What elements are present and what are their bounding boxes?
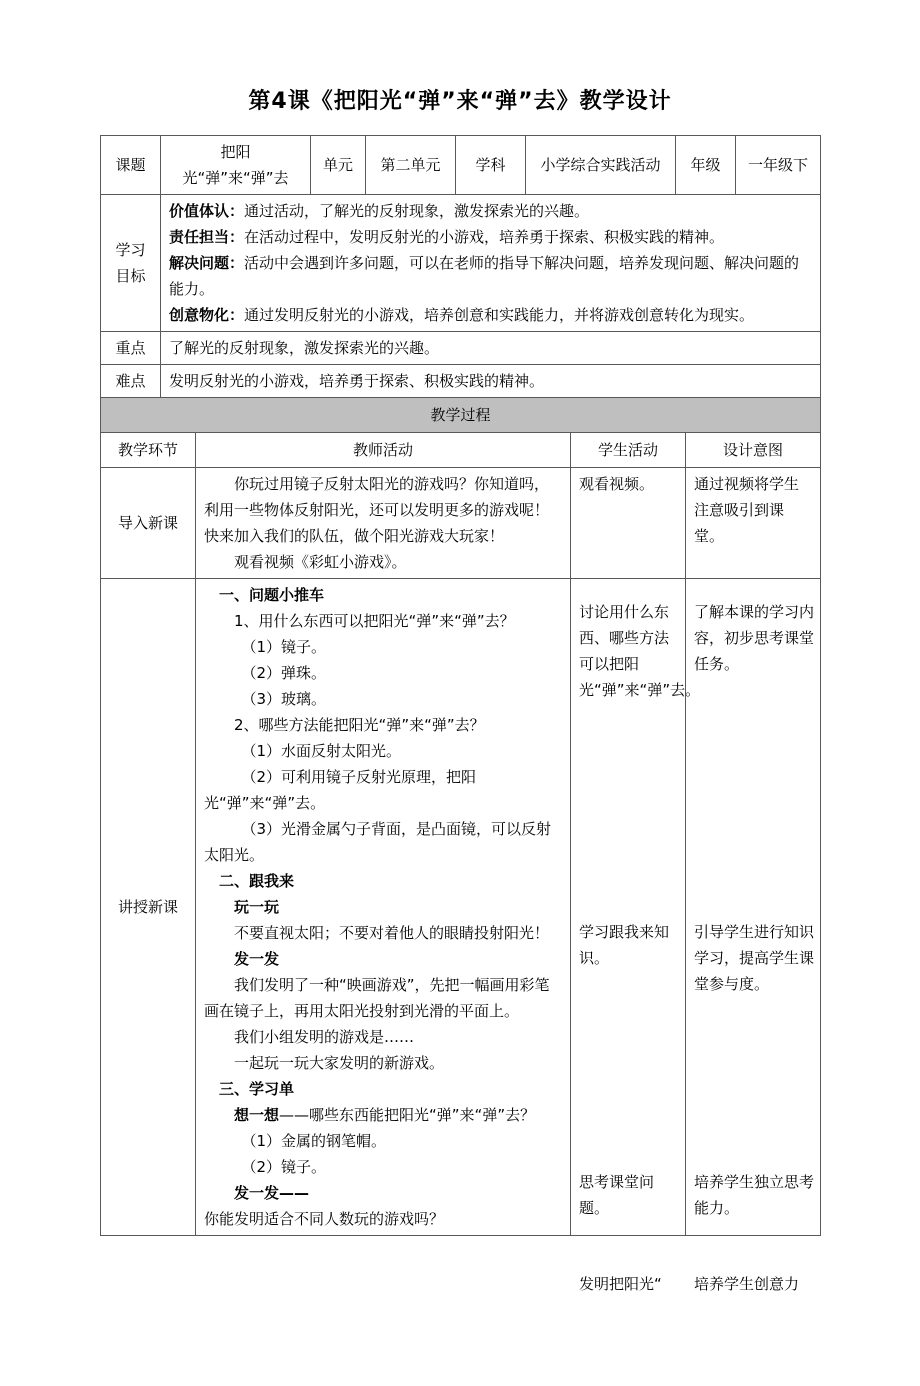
- page-title: 第4课《把阳光“弹”来“弹”去》教学设计: [248, 89, 672, 114]
- teacher-paragraph: （3）光滑金属勺子背面，是凸面镜，可以反射太阳光。: [204, 820, 552, 864]
- teacher-paragraph: 不要直视太阳；不要对着他人的眼睛投射阳光！: [234, 924, 550, 942]
- key-point-text: 了解光的反射现象，激发探索光的兴趣。: [161, 332, 821, 365]
- goals-row: [101, 195, 821, 332]
- student-note: 思考课堂问题。: [579, 1173, 655, 1217]
- intent-note: 了解本课的学习内容，初步思考课堂任务。: [694, 603, 815, 673]
- intro-row: [101, 468, 821, 579]
- stage-label-intro: 导入新课: [101, 468, 196, 579]
- teacher-paragraph: （2）可利用镜子反射光原理，把阳光“弹”来“弹”去。: [204, 768, 477, 812]
- goal-item: 价值体认：通过活动，了解光的反射现象，激发探索光的兴趣。: [169, 202, 590, 220]
- discipline-value: 小学综合实践活动: [526, 136, 676, 195]
- teacher-paragraph: 你能发明适合不同人数玩的游戏吗？: [204, 1210, 445, 1228]
- teacher-paragraph: （2）弹珠。: [241, 664, 327, 682]
- difficulty-label: 难点: [101, 365, 161, 398]
- teacher-paragraph: 三、学习单: [219, 1080, 295, 1098]
- student-note: 学习跟我来知识。: [579, 923, 670, 967]
- difficulty-row: [101, 365, 821, 398]
- intro-intent-cell: 通过视频将学生注意吸引到课堂。: [686, 468, 821, 579]
- teacher-paragraph: 二、跟我来: [219, 872, 295, 890]
- unit-label: 单元: [311, 136, 366, 195]
- discipline-label: 学科: [456, 136, 526, 195]
- unit-value: 第二单元: [366, 136, 456, 195]
- goals-label: 学习目标: [101, 195, 161, 332]
- teacher-paragraph: 观看视频《彩虹小游戏》。: [234, 553, 407, 571]
- teacher-paragraph: 1、用什么东西可以把阳光“弹”来“弹”去？: [234, 612, 515, 630]
- intent-note: 培养学生独立思考能力。: [694, 1173, 815, 1217]
- meta-table: [100, 135, 821, 195]
- lecture-intent-cell: [686, 579, 821, 1293]
- column-header-student: 学生活动: [571, 433, 686, 468]
- subject-label: 课题: [101, 136, 161, 195]
- key-point-label: 重点: [101, 332, 161, 365]
- goals-content: [161, 195, 821, 332]
- teacher-paragraph: 发一发: [234, 950, 280, 968]
- process-header-row: [101, 433, 821, 468]
- teacher-paragraph: （2）镜子。: [241, 1158, 327, 1176]
- teacher-paragraph: 一、问题小推车: [219, 586, 325, 604]
- grade-label: 年级: [676, 136, 736, 195]
- student-note: 讨论用什么东西、哪些方法可以把阳光“弹”来“弹”去。: [579, 603, 701, 699]
- lecture-student-cell: [571, 579, 701, 1293]
- process-banner-row: [101, 398, 821, 433]
- lecture-teacher-cell: [196, 579, 571, 1236]
- intro-teacher-cell: [196, 468, 571, 579]
- meta-row: [101, 136, 821, 195]
- column-header-teacher: 教师活动: [196, 433, 571, 468]
- teacher-paragraph: 想一想——哪些东西能把阳光“弹”来“弹”去？: [234, 1106, 536, 1124]
- teacher-paragraph: （3）玻璃。: [241, 690, 327, 708]
- teacher-paragraph: （1）金属的钢笔帽。: [241, 1132, 387, 1150]
- lecture-row: [101, 579, 821, 1236]
- process-banner-table: [100, 397, 821, 433]
- teacher-paragraph: 玩一玩: [234, 898, 280, 916]
- goal-item: 创意物化：通过发明反射光的小游戏，培养创意和实践能力，并将游戏创意转化为现实。: [169, 306, 755, 324]
- goal-item: 责任担当：在活动过程中，发明反射光的小游戏，培养勇于探索、积极实践的精神。: [169, 228, 725, 246]
- teacher-paragraph: （1）水面反射太阳光。: [241, 742, 402, 760]
- teacher-paragraph: 发一发——: [234, 1184, 310, 1202]
- student-note: 发明把阳光“: [579, 1275, 662, 1293]
- difficulty-text: 发明反射光的小游戏，培养勇于探索、积极实践的精神。: [161, 365, 821, 398]
- teacher-paragraph: 我们小组发明的游戏是……: [234, 1028, 415, 1046]
- goal-item: 解决问题：活动中会遇到许多问题，可以在老师的指导下解决问题，培养发现问题、解决问题的能力。: [169, 254, 800, 298]
- intent-note: 培养学生创意力: [694, 1275, 800, 1293]
- teacher-paragraph: 2、哪些方法能把阳光“弹”来“弹”去？: [234, 716, 485, 734]
- stage-label-lecture: 讲授新课: [101, 579, 196, 1236]
- teacher-paragraph: （1）镜子。: [241, 638, 327, 656]
- process-title: 教学过程: [101, 398, 821, 433]
- intent-note: 引导学生进行知识学习，提高学生课堂参与度。: [694, 923, 815, 993]
- column-header-stage: 教学环节: [101, 433, 196, 468]
- intro-student-cell: 观看视频。: [571, 468, 686, 579]
- key-point-row: [101, 332, 821, 365]
- grade-value: 一年级下: [736, 136, 821, 195]
- goals-table: [100, 194, 821, 398]
- subject-value: 把阳光“弹”来“弹”去: [161, 136, 311, 195]
- process-table: [100, 432, 821, 1293]
- column-header-intent: 设计意图: [686, 433, 821, 468]
- teacher-paragraph: 我们发明了一种“映画游戏”，先把一幅画用彩笔画在镜子上，再用太阳光投射到光滑的平面上。: [204, 976, 550, 1020]
- teacher-paragraph: 你玩过用镜子反射太阳光的游戏吗？你知道吗，利用一些物体反射阳光，还可以发明更多的游戏呢！快来加入我们的队伍，做个阳光游戏大玩家！: [204, 475, 550, 545]
- teacher-paragraph: 一起玩一玩大家发明的新游戏。: [234, 1054, 445, 1072]
